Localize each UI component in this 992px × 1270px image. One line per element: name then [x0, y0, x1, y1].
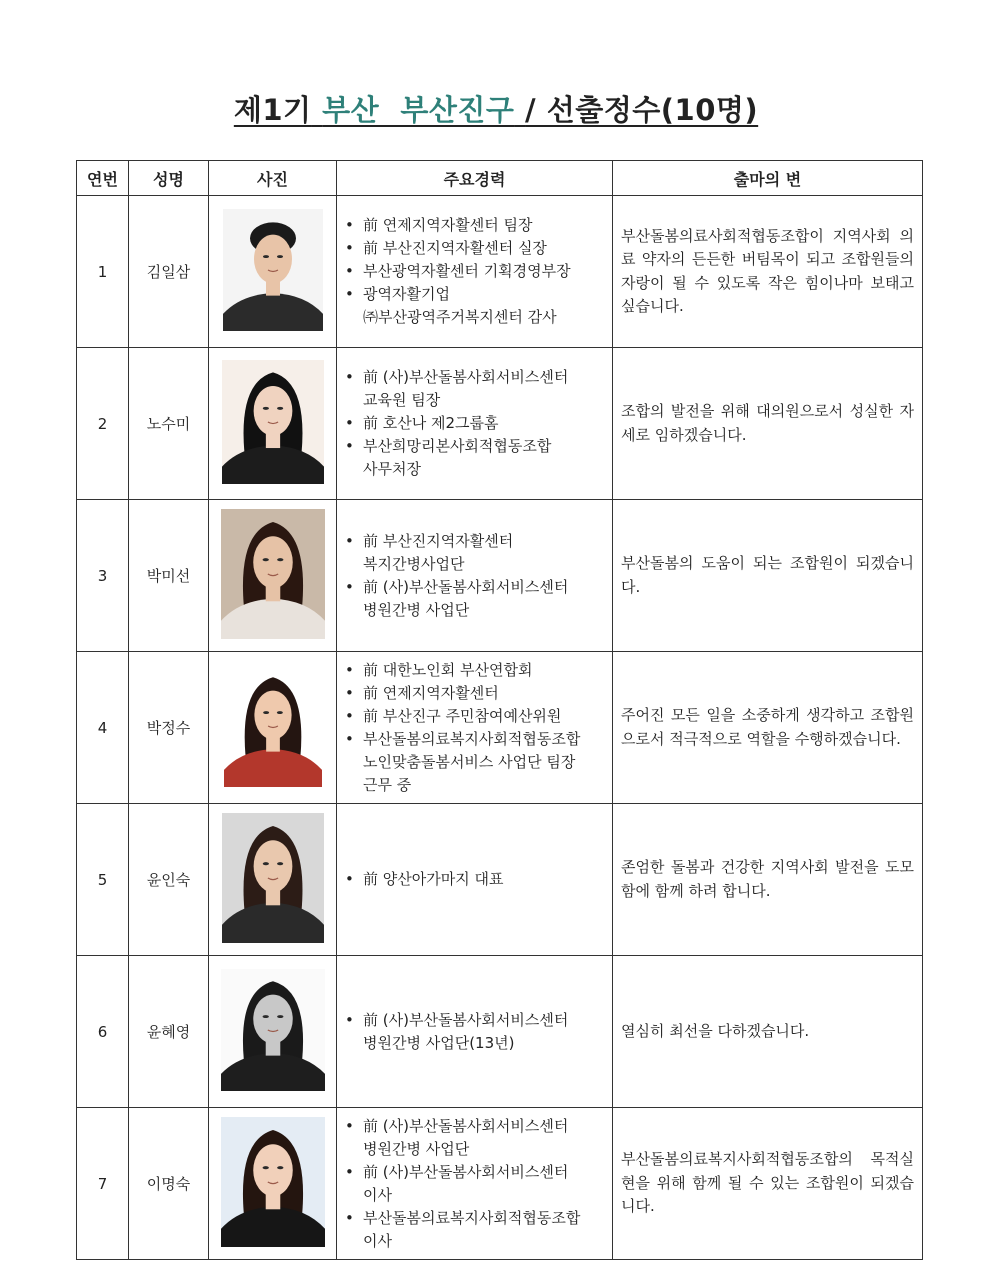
table-row [77, 956, 923, 1108]
page-title [0, 88, 992, 129]
candidate-speech: 주어진 모든 일을 소중하게 생각하고 조합원으로서 적극적으로 역할을 수행하겠습니다. [613, 652, 923, 804]
career-item: • 前 부산진지역자활센터 복지간병사업단 [345, 530, 606, 576]
candidate-name: 이명숙 [129, 1108, 209, 1260]
candidate-photo-cell [209, 348, 337, 500]
career-item: • 부산희망리본사회적협동조합 사무처장 [345, 435, 606, 481]
title-prefix: 제1기 [233, 93, 312, 127]
candidate-career [337, 500, 613, 652]
candidate-career [337, 348, 613, 500]
candidate-speech: 부산돌봄의료복지사회적협동조합의 목적실현을 위해 함께 될 수 있는 조합원이 되겠습니다. [613, 1108, 923, 1260]
candidates-table [76, 160, 923, 1260]
candidate-photo-cell [209, 196, 337, 348]
candidate-photo-cell [209, 652, 337, 804]
header-name: 성명 [129, 161, 209, 196]
career-item: • 前 양산아가마지 대표 [345, 868, 606, 891]
career-list [345, 214, 606, 329]
woman-portrait-bw-photo [221, 969, 325, 1091]
table-header-row [77, 161, 923, 196]
header-career: 주요경력 [337, 161, 613, 196]
candidate-name: 박미선 [129, 500, 209, 652]
career-item: • 前 (사)부산돌봄사회서비스센터 병원간병 사업단 [345, 1115, 606, 1161]
career-item: • 前 (사)부산돌봄사회서비스센터 병원간병 사업단 [345, 576, 606, 622]
candidate-speech: 존엄한 돌봄과 건강한 지역사회 발전을 도모함에 함께 하려 합니다. [613, 804, 923, 956]
career-item: • 前 (사)부산돌봄사회서비스센터 이사 [345, 1161, 606, 1207]
career-list [345, 1009, 606, 1055]
woman-portrait-photo [222, 813, 324, 943]
candidate-speech: 열심히 최선을 다하겠습니다. [613, 956, 923, 1108]
woman-portrait-photo [221, 509, 325, 639]
career-list [345, 659, 606, 797]
candidate-name: 윤인숙 [129, 804, 209, 956]
candidate-name: 노수미 [129, 348, 209, 500]
table-row [77, 196, 923, 348]
candidate-career [337, 1108, 613, 1260]
header-speech: 출마의 변 [613, 161, 923, 196]
career-item: • 부산광역자활센터 기획경영부장 [345, 260, 606, 283]
candidate-number: 7 [77, 1108, 129, 1260]
header-photo: 사진 [209, 161, 337, 196]
man-portrait-suit-photo [223, 209, 323, 331]
career-item: • 前 연제지역자활센터 [345, 682, 606, 705]
candidate-name: 김일삼 [129, 196, 209, 348]
table-row [77, 348, 923, 500]
career-item: • 부산돌봄의료복지사회적협동조합 노인맞춤돌봄서비스 사업단 팀장 근무 중 [345, 728, 606, 797]
career-item: • 부산돌봄의료복지사회적협동조합 이사 [345, 1207, 606, 1253]
career-item: • 前 호산나 제2그룹홈 [345, 412, 606, 435]
career-item: • 前 부산진구 주민참여예산위원 [345, 705, 606, 728]
title-region: 부산 부산진구 [322, 93, 515, 127]
header-no: 연번 [77, 161, 129, 196]
woman-portrait-photo [222, 360, 324, 484]
candidate-name: 윤혜영 [129, 956, 209, 1108]
career-item: • 前 부산진지역자활센터 실장 [345, 237, 606, 260]
candidate-career [337, 196, 613, 348]
table-row [77, 804, 923, 956]
candidate-photo-cell [209, 1108, 337, 1260]
career-list [345, 1115, 606, 1253]
career-item: • 광역자활기업 ㈜부산광역주거복지센터 감사 [345, 283, 606, 329]
career-list [345, 868, 606, 891]
candidate-name: 박정수 [129, 652, 209, 804]
candidate-career [337, 652, 613, 804]
career-list [345, 366, 606, 481]
candidate-photo-cell [209, 500, 337, 652]
woman-portrait-photo [221, 1117, 325, 1247]
career-item: • 前 (사)부산돌봄사회서비스센터 교육원 팀장 [345, 366, 606, 412]
career-list [345, 530, 606, 622]
candidate-number: 3 [77, 500, 129, 652]
candidate-number: 6 [77, 956, 129, 1108]
candidate-number: 1 [77, 196, 129, 348]
candidate-photo-cell [209, 956, 337, 1108]
candidate-career [337, 956, 613, 1108]
career-item: • 前 연제지역자활센터 팀장 [345, 214, 606, 237]
table-row [77, 1108, 923, 1260]
table-row [77, 500, 923, 652]
candidate-photo-cell [209, 804, 337, 956]
candidate-number: 4 [77, 652, 129, 804]
career-item: • 前 (사)부산돌봄사회서비스센터 병원간병 사업단(13년) [345, 1009, 606, 1055]
candidate-speech: 조합의 발전을 위해 대의원으로서 성실한 자세로 임하겠습니다. [613, 348, 923, 500]
candidate-speech: 부산돌봄의 도움이 되는 조합원이 되겠습니다. [613, 500, 923, 652]
candidate-career [337, 804, 613, 956]
candidate-number: 2 [77, 348, 129, 500]
title-suffix: / 선출정수(10명) [525, 93, 759, 127]
woman-portrait-photo [224, 665, 322, 787]
table-row [77, 652, 923, 804]
career-item: • 前 대한노인회 부산연합회 [345, 659, 606, 682]
table-body [77, 196, 923, 1260]
candidate-speech: 부산돌봄의료사회적협동조합이 지역사회 의료 약자의 든든한 버팀목이 되고 조합원들의 자랑이 될 수 있도록 작은 힘이나마 보태고 싶습니다. [613, 196, 923, 348]
candidate-number: 5 [77, 804, 129, 956]
